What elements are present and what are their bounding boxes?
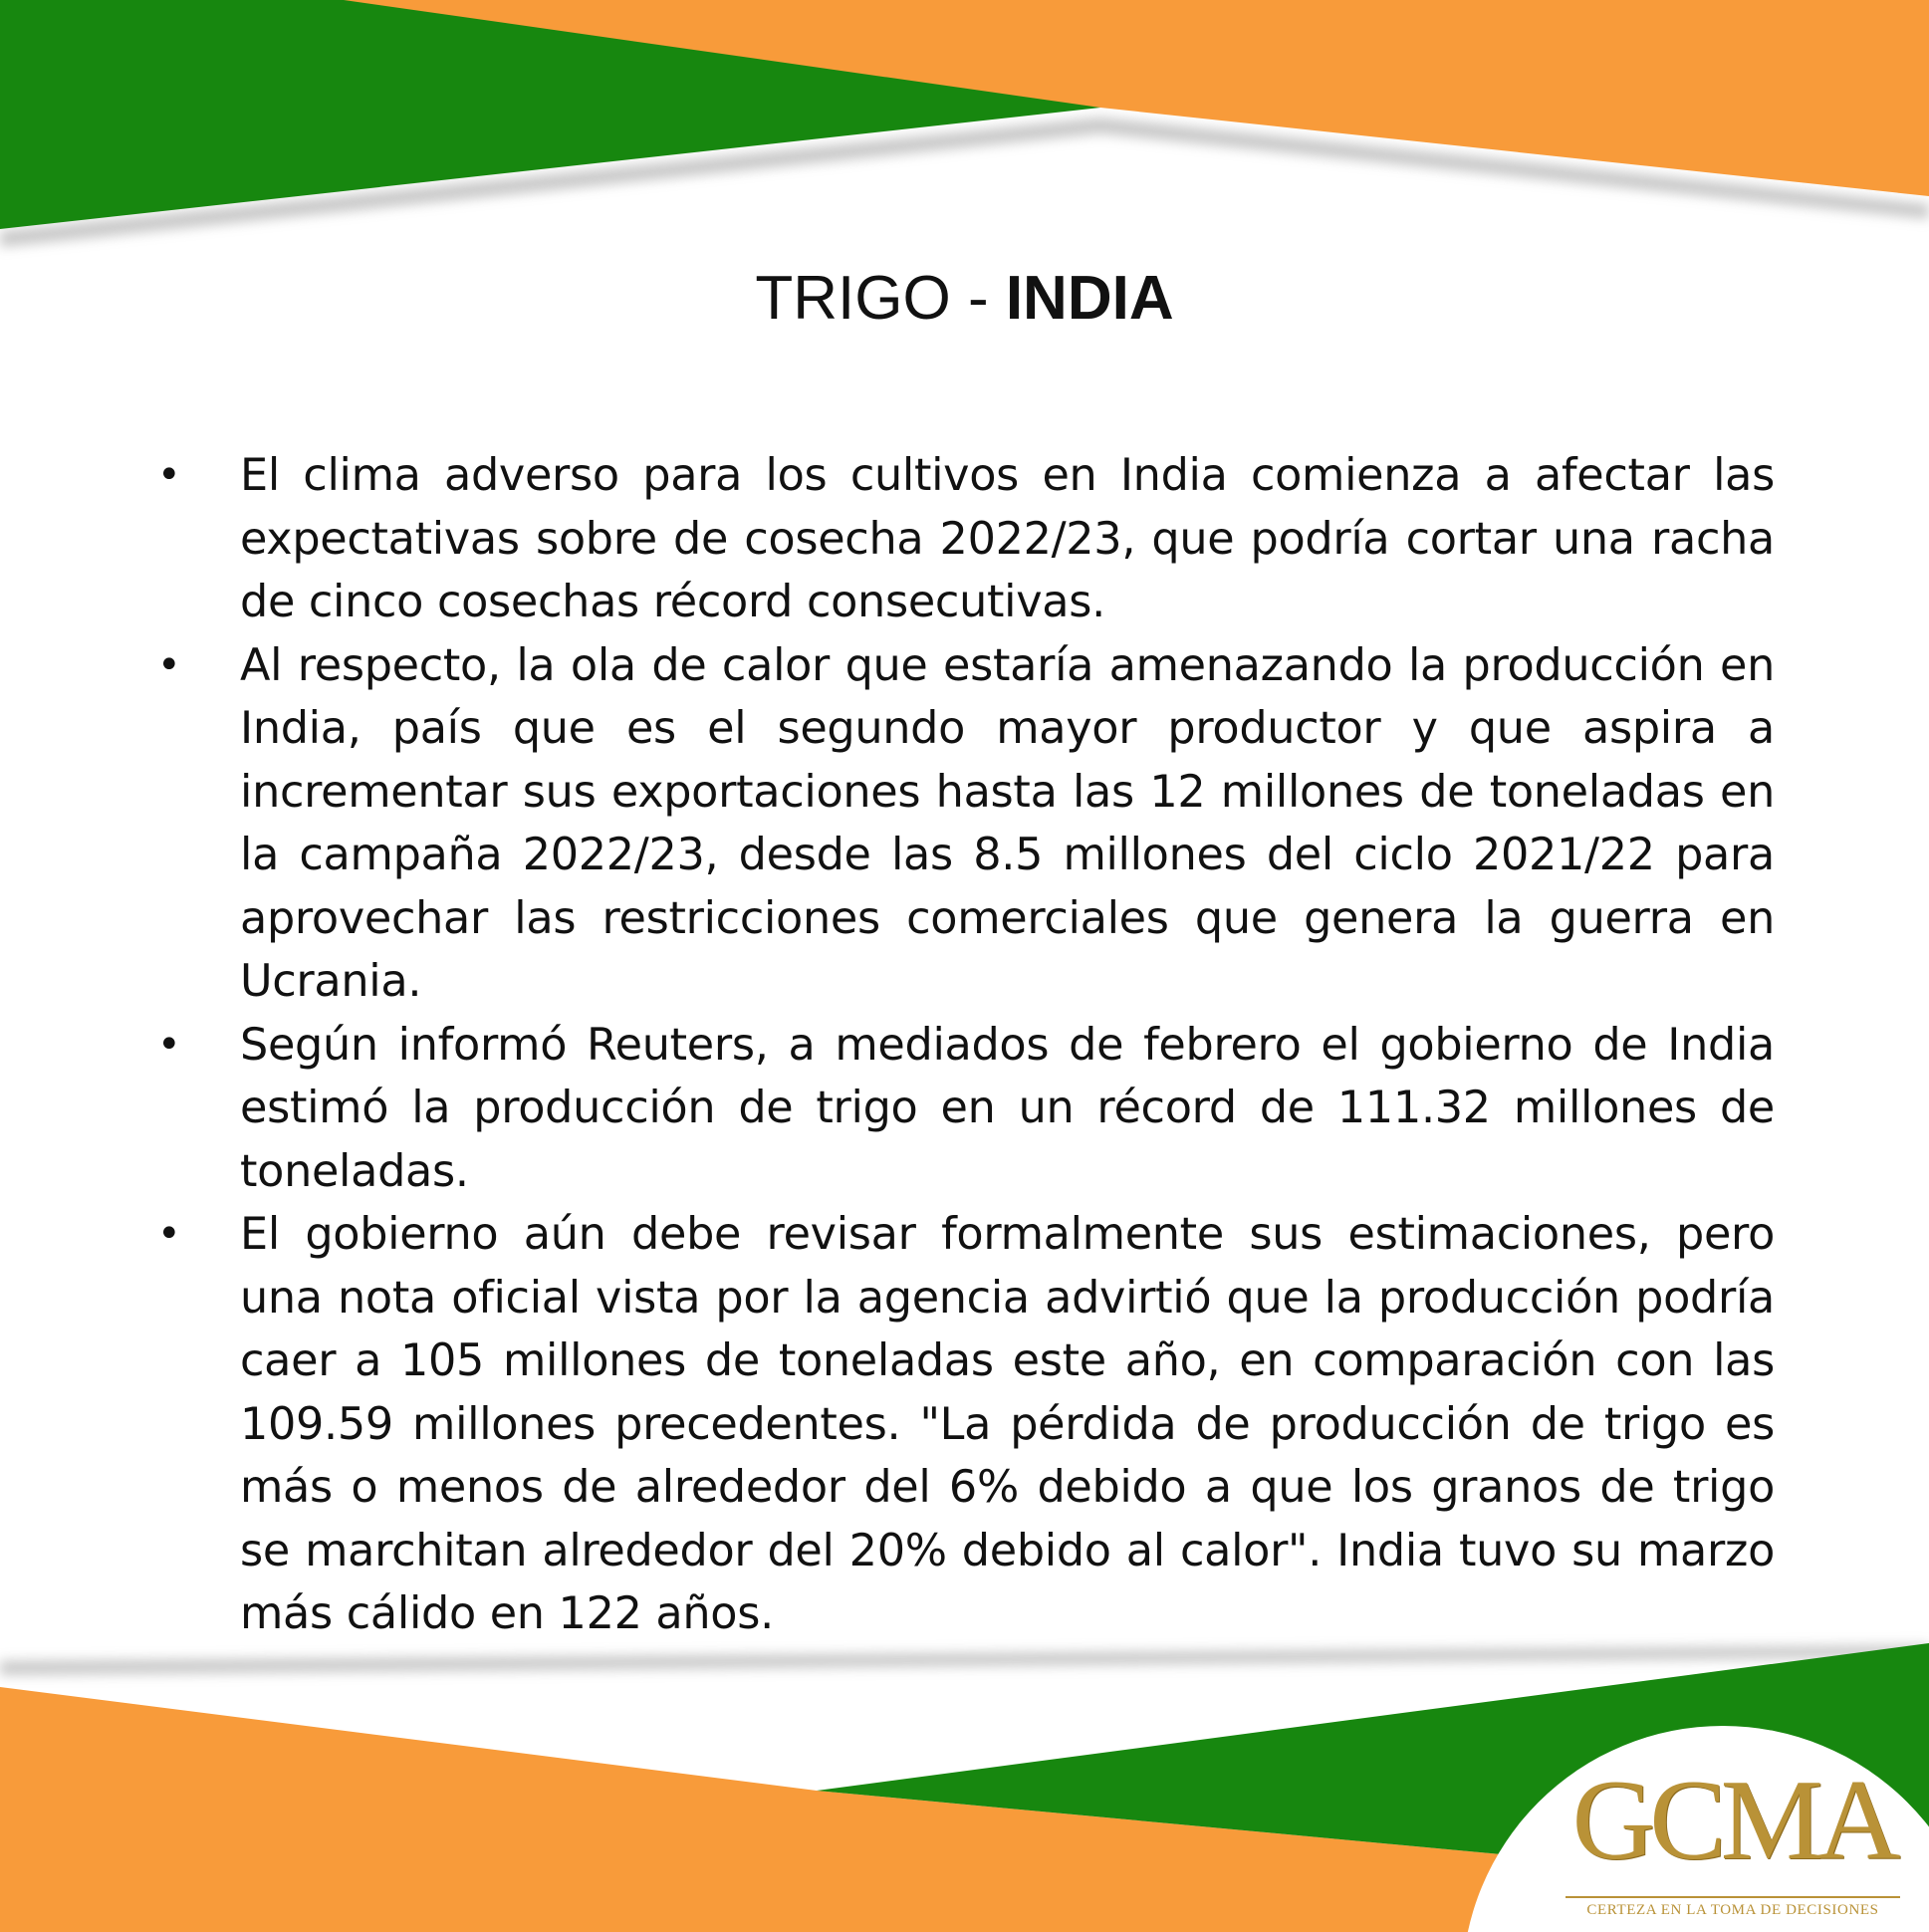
bullet-text: Al respecto, la ola de calor que estaría amenazando la producción en India, país que es el segundo mayor productor y que aspira a incrementar sus exportaciones hasta las 12 millones de toneladas en la campaña 2022/23, desde las 8.5 millones del ciclo 2021/22 para aprovechar las restricciones comerciales que genera la guerra en Ucrania. xyxy=(240,639,1775,1007)
bullet-text: El gobierno aún debe revisar formalmente sus estimaciones, pero una nota oficial vista por la agencia advirtió que la producción podría caer a 105 millones de toneladas este año, en comparación con las 109.59 millones precedentes. "La pérdida de producción de trigo es más o menos de alrededor del 6% debido a que los granos de trigo se marchitan alrededor del 20% debido al calor". India tuvo su marzo más cálido en 122 años. xyxy=(240,1209,1775,1639)
logo-wordmark: GCMA xyxy=(1571,1757,1895,1884)
bottom-shadow xyxy=(0,1645,1929,1675)
title-prefix: TRIGO - xyxy=(755,264,1006,333)
bullet-text: Según informó Reuters, a mediados de febrero el gobierno de India estimó la producción de trigo en un récord de 111.32 millones de toneladas. xyxy=(240,1019,1775,1197)
list-item xyxy=(0,1014,1775,1204)
logo-tagline: CERTEZA EN LA TOMA DE DECISIONES xyxy=(1586,1902,1879,1918)
bullet-icon: • xyxy=(157,452,181,498)
bullet-icon: • xyxy=(157,1021,181,1068)
page-title xyxy=(0,263,1929,334)
title-country: INDIA xyxy=(1005,264,1174,333)
list-item xyxy=(0,1203,1775,1646)
logo-divider xyxy=(1566,1896,1900,1898)
bullet-icon: • xyxy=(157,641,181,688)
gcma-logo xyxy=(1554,1757,1912,1932)
bullet-icon: • xyxy=(157,1211,181,1257)
list-item xyxy=(0,444,1775,634)
bullet-text: El clima adverso para los cultivos en India comienza a afectar las expectativas sobre de cosecha 2022/23, que podría cortar una racha de cinco cosechas récord consecutivas. xyxy=(240,450,1775,627)
bullet-list xyxy=(0,444,1929,1646)
list-item xyxy=(0,634,1775,1014)
